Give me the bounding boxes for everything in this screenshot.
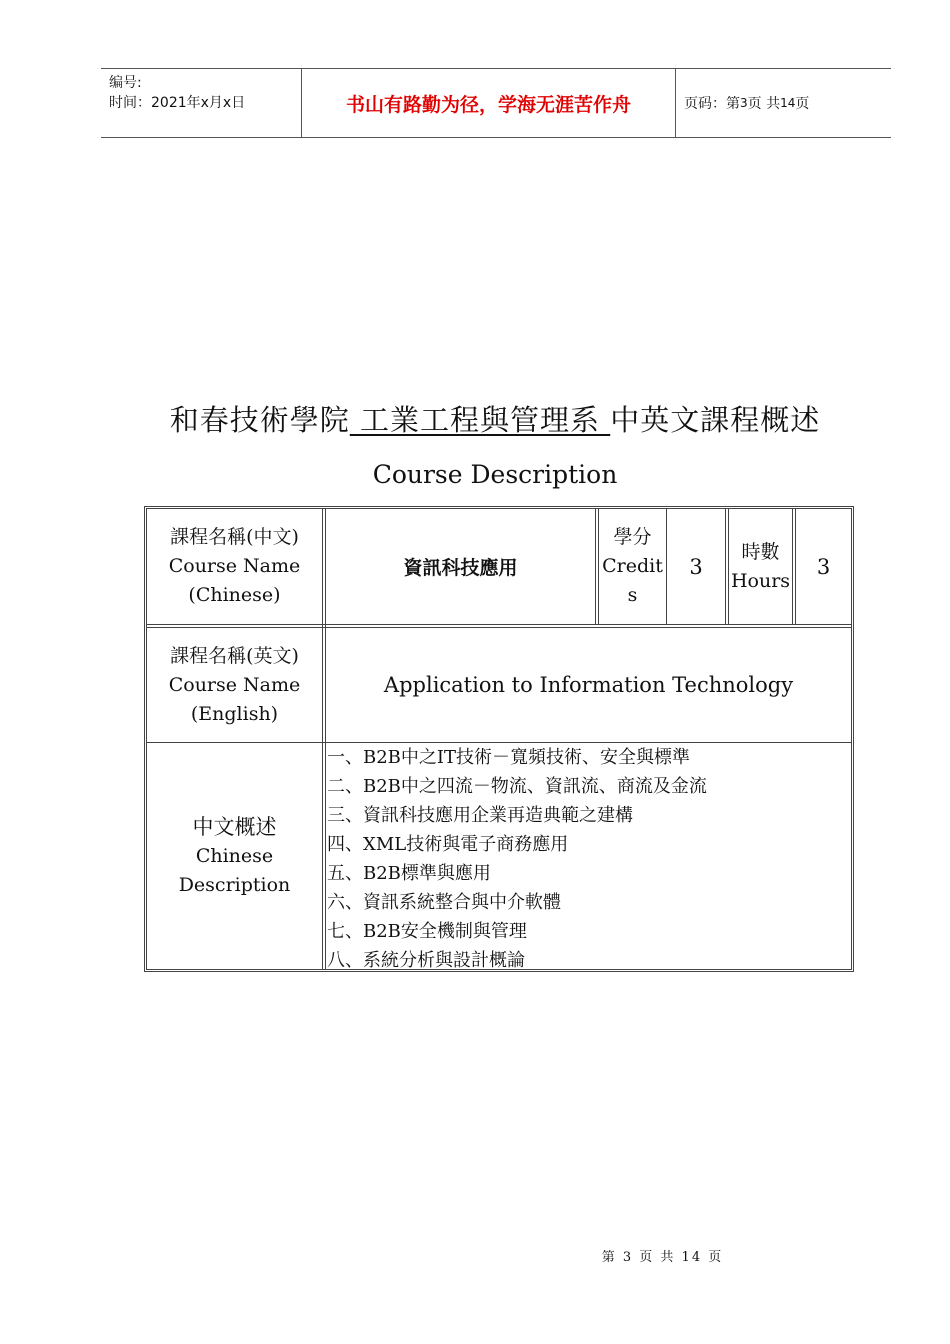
grid-line (792, 509, 793, 625)
course-name-en-value: Application to Information Technology (383, 673, 794, 697)
label-en: (Chinese) (188, 584, 281, 606)
title-suffix: 中英文課程概述 (610, 403, 821, 437)
serial-label: 编号: (109, 75, 142, 91)
list-item: 三、資訊科技應用企業再造典範之建構 (327, 805, 633, 826)
title-school: 和春技術學院 (169, 403, 350, 437)
list-item: 六、資訊系統整合與中介軟體 (327, 892, 561, 913)
list-item: 一、B2B中之IT技術－寬頻技術、安全與標準 (327, 747, 691, 768)
course-name-cn-label (147, 509, 322, 624)
page-suffix: 页 (795, 96, 810, 112)
grid-line (595, 509, 596, 625)
list-item: 二、B2B中之四流－物流、資訊流、商流及金流 (327, 776, 707, 797)
course-name-en-label (147, 628, 322, 742)
page-prefix: 页码：第 (684, 96, 740, 112)
label-cn: 課程名稱(中文) (170, 526, 299, 548)
title-department: 工業工程與管理系 (349, 403, 611, 437)
credits-label-en: s (627, 584, 638, 606)
grid-line (322, 509, 323, 969)
header-divider (675, 69, 676, 137)
page-header (101, 68, 891, 138)
page-total: 14 (780, 96, 796, 110)
page-footer: 第 3 页 共 14 页 (601, 1250, 724, 1265)
page-number: 3 (740, 96, 748, 110)
grid-line (147, 624, 851, 625)
label-en: Chinese (195, 844, 274, 867)
label-cn: 中文概述 (192, 814, 277, 839)
label-cn: 課程名稱(英文) (170, 644, 299, 667)
page-mid: 页 共 (747, 96, 781, 112)
date-label: 时间：2021年x月x日 (109, 95, 246, 111)
label-en: Course Name (168, 673, 301, 696)
page-title (0, 398, 950, 439)
description-list (327, 743, 855, 975)
course-name-cn-value: 資訊科技應用 (403, 557, 518, 579)
label-en: Description (178, 873, 291, 896)
list-item: 四、XML技術與電子商務應用 (327, 834, 569, 855)
credits-label-en: Credit (602, 555, 663, 577)
page-subtitle: Course Description (372, 460, 618, 489)
credits-value: 3 (689, 554, 703, 579)
header-meta (109, 73, 245, 113)
header-page-info (684, 69, 809, 137)
hours-value: 3 (816, 554, 831, 579)
course-table (144, 506, 854, 972)
header-motto: 书山有路勤为径，学海无涯苦作舟 (345, 93, 631, 116)
label-en: (English) (190, 702, 279, 725)
list-item: 八、系統分析與設計概論 (327, 950, 525, 971)
hours-label-en: Hours (730, 569, 791, 592)
list-item: 五、B2B標準與應用 (327, 863, 491, 884)
grid-line (725, 509, 726, 625)
hours-label-cn: 時數 (741, 540, 780, 563)
label-en: Course Name (168, 555, 301, 577)
list-item: 七、B2B安全機制與管理 (327, 921, 527, 942)
credits-label (599, 509, 666, 624)
hours-label (729, 509, 792, 624)
description-label (147, 743, 322, 969)
credits-label-cn: 學分 (613, 526, 652, 548)
